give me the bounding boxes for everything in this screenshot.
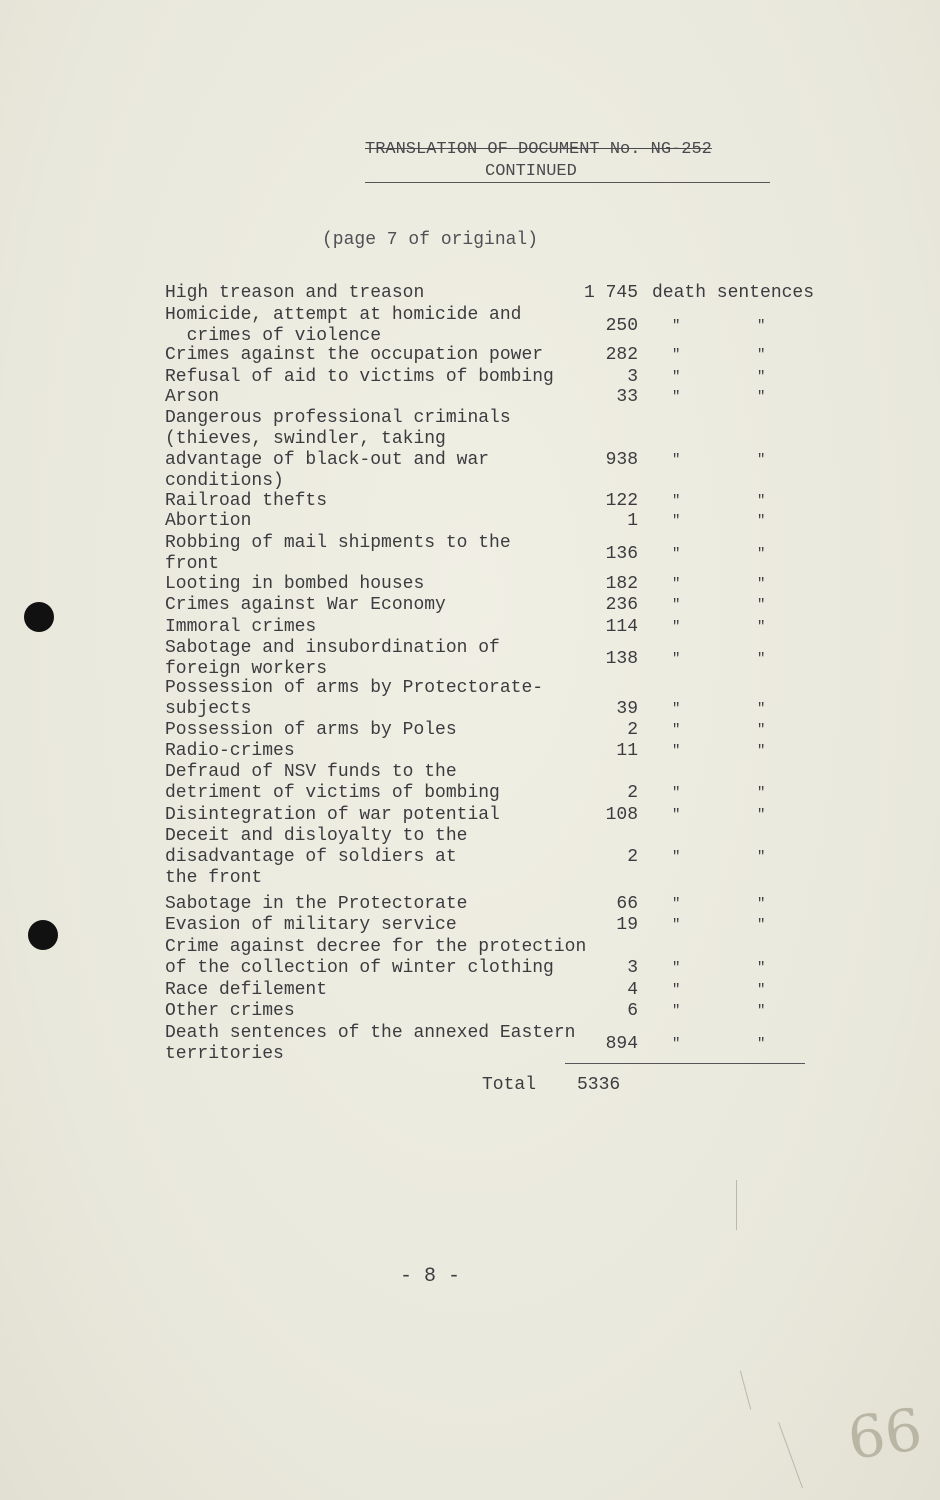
row-label-line: the front xyxy=(165,868,263,888)
row-count: 938 xyxy=(605,450,638,470)
ditto-mark: " xyxy=(757,545,766,562)
row-count: 33 xyxy=(616,387,638,407)
row-label-line: conditions) xyxy=(165,471,284,491)
row-count: 2 xyxy=(627,783,638,803)
ditto-mark: " xyxy=(672,896,681,912)
table-row xyxy=(0,387,940,408)
table-row xyxy=(0,1023,940,1065)
pen-stroke xyxy=(740,1371,751,1410)
row-label xyxy=(165,408,511,492)
row-label-line: of the collection of winter clothing xyxy=(165,958,554,978)
table-row xyxy=(0,367,940,388)
ditto-mark: " xyxy=(672,619,681,635)
table-row xyxy=(0,762,940,804)
total-rule xyxy=(565,1063,805,1064)
ditto-mark: " xyxy=(672,545,681,562)
table-row xyxy=(0,638,940,680)
ditto-mark: " xyxy=(672,1003,681,1019)
row-count: 250 xyxy=(605,315,638,336)
row-count: 122 xyxy=(605,491,638,511)
row-label xyxy=(165,367,554,388)
table-row xyxy=(0,533,940,575)
ditto-mark: " xyxy=(672,701,681,717)
ditto-mark: " xyxy=(672,807,681,823)
row-label-line: Sabotage and insubordination of xyxy=(165,638,500,658)
row-count: 2 xyxy=(627,720,638,740)
punch-hole-top xyxy=(24,602,54,632)
row-count: 39 xyxy=(616,699,638,719)
ditto-mark: " xyxy=(757,493,766,509)
table-row xyxy=(0,915,940,936)
row-count: 19 xyxy=(616,915,638,935)
row-label-line: Defraud of NSV funds to the xyxy=(165,762,457,782)
row-label xyxy=(165,720,457,741)
ditto-mark: " xyxy=(757,960,766,976)
table-row xyxy=(0,894,940,915)
row-label-line: Immoral crimes xyxy=(165,617,317,637)
row-label-line: Sabotage in the Protectorate xyxy=(165,894,468,914)
row-label-line: Radio-crimes xyxy=(165,741,295,761)
table-row xyxy=(0,741,940,762)
row-label-line: Arson xyxy=(165,387,220,407)
row-label-line: High treason and treason xyxy=(165,283,425,303)
ditto-mark: " xyxy=(757,389,766,405)
ditto-mark: " xyxy=(757,1035,766,1052)
row-label xyxy=(165,491,327,512)
table-row xyxy=(0,678,940,720)
ditto-mark: " xyxy=(757,452,766,468)
ditto-mark: " xyxy=(672,369,681,385)
row-label-line: Abortion xyxy=(165,511,252,531)
ditto-mark: " xyxy=(757,917,766,933)
ditto-mark: " xyxy=(757,619,766,635)
row-label-line: territories xyxy=(165,1044,284,1064)
ditto-mark: " xyxy=(757,650,766,667)
row-label xyxy=(165,345,543,366)
ditto-mark: " xyxy=(757,785,766,801)
row-label-line: Death sentences of the annexed Eastern xyxy=(165,1023,576,1043)
row-label xyxy=(165,826,467,889)
table-row xyxy=(0,720,940,741)
row-label xyxy=(165,1023,575,1065)
row-label xyxy=(165,574,424,595)
ditto-mark: " xyxy=(672,576,681,592)
row-label-line: subjects xyxy=(165,699,252,719)
table-row xyxy=(0,595,940,616)
row-label-line: Possession of arms by Poles xyxy=(165,720,457,740)
row-count: 894 xyxy=(605,1033,638,1054)
pen-stroke xyxy=(778,1422,803,1488)
total-label: Total xyxy=(482,1075,537,1095)
table-row xyxy=(0,491,940,512)
ditto-mark: " xyxy=(672,1035,681,1052)
pen-stroke xyxy=(736,1180,737,1230)
row-label xyxy=(165,678,543,720)
row-label-line: Evasion of military service xyxy=(165,915,457,935)
table-row xyxy=(0,617,940,638)
ditto-mark: " xyxy=(672,347,681,363)
ditto-mark: " xyxy=(672,960,681,976)
punch-hole-bottom xyxy=(28,920,58,950)
ditto-mark: " xyxy=(757,722,766,738)
ditto-mark: " xyxy=(672,917,681,933)
table-row xyxy=(0,574,940,595)
table-row xyxy=(0,980,940,1001)
row-count: 4 xyxy=(627,980,638,1000)
row-label-line: Refusal of aid to victims of bombing xyxy=(165,367,554,387)
row-count: 108 xyxy=(605,805,638,825)
row-label xyxy=(165,937,586,979)
row-label xyxy=(165,1001,295,1022)
row-label xyxy=(165,638,500,680)
ditto-mark: " xyxy=(672,317,681,334)
ditto-mark: " xyxy=(757,982,766,998)
ditto-mark: " xyxy=(757,317,766,334)
row-label-line: Crime against decree for the protection xyxy=(165,937,587,957)
row-label-line: front xyxy=(165,554,220,574)
row-count: 66 xyxy=(616,894,638,914)
row-label-line: Robbing of mail shipments to the xyxy=(165,533,511,553)
row-label xyxy=(165,511,251,532)
row-count: 11 xyxy=(616,741,638,761)
table-row xyxy=(0,1001,940,1022)
row-label-line: (thieves, swindler, taking xyxy=(165,429,446,449)
ditto-mark: " xyxy=(672,389,681,405)
row-label xyxy=(165,894,467,915)
row-label-line: Possession of arms by Protectorate- xyxy=(165,678,544,698)
row-label xyxy=(165,283,424,304)
row-label xyxy=(165,533,511,575)
row-label-line: Dangerous professional criminals xyxy=(165,408,511,428)
ditto-mark: " xyxy=(757,576,766,592)
ditto-mark: " xyxy=(757,1003,766,1019)
row-count: 136 xyxy=(605,543,638,564)
row-label xyxy=(165,980,327,1001)
row-label-line: Disintegration of war potential xyxy=(165,805,500,825)
unit-label: death sentences xyxy=(652,283,815,303)
row-label xyxy=(165,741,295,762)
ditto-mark: " xyxy=(757,597,766,613)
row-label-line: Crimes against War Economy xyxy=(165,595,446,615)
table-row xyxy=(0,345,940,366)
table-row xyxy=(0,805,940,826)
row-label xyxy=(165,595,446,616)
row-count: 2 xyxy=(627,847,638,867)
row-count: 182 xyxy=(605,574,638,594)
ditto-mark: " xyxy=(672,452,681,468)
row-count: 6 xyxy=(627,1001,638,1021)
row-label-line: crimes of violence xyxy=(165,326,382,346)
row-label-line: Looting in bombed houses xyxy=(165,574,425,594)
ditto-mark: " xyxy=(757,513,766,529)
header-underline xyxy=(365,182,770,183)
table-row xyxy=(0,937,940,979)
row-label-line: detriment of victims of bombing xyxy=(165,783,500,803)
ditto-mark: " xyxy=(672,982,681,998)
document-subtitle: CONTINUED xyxy=(485,162,577,181)
handwritten-page-number: 66 xyxy=(843,1395,927,1473)
ditto-mark: " xyxy=(672,597,681,613)
ditto-mark: " xyxy=(757,701,766,717)
table-row xyxy=(0,305,940,347)
row-label xyxy=(165,762,500,804)
page-number: - 8 - xyxy=(400,1265,461,1288)
ditto-mark: " xyxy=(757,743,766,759)
row-count: 3 xyxy=(627,367,638,387)
total-value: 5336 xyxy=(577,1075,621,1095)
row-label xyxy=(165,805,500,826)
row-label-line: Other crimes xyxy=(165,1001,295,1021)
ditto-mark: " xyxy=(757,347,766,363)
row-count: 236 xyxy=(605,595,638,615)
ditto-mark: " xyxy=(672,743,681,759)
row-label xyxy=(165,305,521,347)
row-label xyxy=(165,387,219,408)
row-label xyxy=(165,915,457,936)
row-label xyxy=(165,617,316,638)
row-count: 1 xyxy=(627,511,638,531)
row-label-line: advantage of black-out and war xyxy=(165,450,490,470)
ditto-mark: " xyxy=(672,722,681,738)
ditto-mark: " xyxy=(672,849,681,865)
row-label-line: foreign workers xyxy=(165,659,328,679)
row-count: 114 xyxy=(605,617,638,637)
ditto-mark: " xyxy=(672,513,681,529)
document-title: TRANSLATION OF DOCUMENT No. NG-252 xyxy=(365,140,712,159)
table-row xyxy=(0,283,940,304)
row-count: 1 745 xyxy=(583,283,638,303)
table-row xyxy=(0,408,940,492)
ditto-mark: " xyxy=(757,807,766,823)
ditto-mark: " xyxy=(672,650,681,667)
page-reference: (page 7 of original) xyxy=(322,230,539,250)
row-count: 138 xyxy=(605,648,638,669)
table-row xyxy=(0,826,940,889)
ditto-mark: " xyxy=(757,849,766,865)
row-label-line: Homicide, attempt at homicide and xyxy=(165,305,522,325)
row-label-line: Railroad thefts xyxy=(165,491,328,511)
ditto-mark: " xyxy=(757,896,766,912)
row-label-line: Crimes against the occupation power xyxy=(165,345,544,365)
row-label-line: disadvantage of soldiers at xyxy=(165,847,457,867)
ditto-mark: " xyxy=(672,785,681,801)
row-count: 3 xyxy=(627,958,638,978)
table-row xyxy=(0,511,940,532)
ditto-mark: " xyxy=(672,493,681,509)
row-label-line: Deceit and disloyalty to the xyxy=(165,826,468,846)
row-count: 282 xyxy=(605,345,638,365)
ditto-mark: " xyxy=(757,369,766,385)
row-label-line: Race defilement xyxy=(165,980,328,1000)
